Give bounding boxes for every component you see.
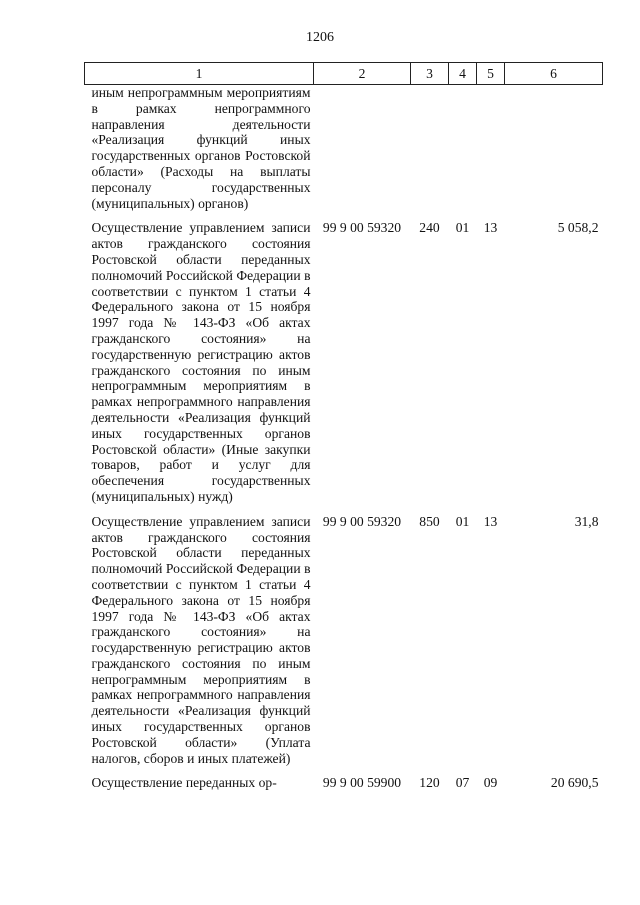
- column-header-5: 5: [477, 63, 505, 85]
- row-description: Осуществление управлением записи актов гражданского состояния Ростовской области переданных полномочий Российской Федерации в соответствии с пунктом 1 статьи 4 Федерального закона от 15 ноября 1997 года № 143-ФЗ «Об актах гражданского состояния» на государственную регистрацию актов гражданского состояния по иным непрограммным мероприятиям в рамках непрограммного направления деятельности «Реализация функций иных государственных органов Ростовской области» (Уплата налогов, сборов и иных платежей): [91, 513, 311, 766]
- column-header-3: 3: [411, 63, 449, 85]
- row-target-code: 99 9 00 59900: [322, 775, 402, 791]
- column-header-2: 2: [314, 63, 411, 85]
- row-subsection: [477, 85, 505, 212]
- table-row: [85, 766, 603, 791]
- row-amount: 20 690,5: [550, 775, 599, 791]
- row-amount: [505, 85, 603, 212]
- row-description: Осуществление управлением записи актов гражданского состояния Ростовской области переданных полномочий Российской Федерации в соответствии с пунктом 1 статьи 4 Федерального закона от 15 ноября 1997 года № 143-ФЗ «Об актах гражданского состояния» на государственную регистрацию актов гражданского состояния по иным непрограммным мероприятиям в рамках непрограммного направления деятельности «Реализация функций иных государственных органов Ростовской области» (Иные закупки товаров, работ и услуг для обеспечения государственных (муниципальных) нужд): [91, 220, 311, 504]
- row-section: 07: [455, 775, 470, 791]
- row-expense-type: [411, 85, 449, 212]
- table-row: [85, 505, 603, 767]
- row-section: [449, 85, 477, 212]
- page-number: 1206: [306, 30, 334, 45]
- column-header-1: 1: [85, 63, 314, 85]
- row-subsection: 13: [483, 513, 498, 529]
- row-subsection: 13: [483, 220, 498, 236]
- budget-table: [84, 62, 603, 791]
- row-section: 01: [455, 220, 470, 236]
- row-description: Осуществление переданных ор-: [91, 775, 277, 791]
- table-row: [85, 85, 603, 212]
- row-amount: 5 058,2: [557, 220, 599, 236]
- row-expense-type: 850: [419, 513, 440, 529]
- row-subsection: 09: [483, 775, 498, 791]
- row-description: иным непрограммным мероприятиям в рамках непрограммного направления деятельности «Реализация функций иных государственных органов Ростовской области» (Расходы на выплаты персоналу государственных (муниципальных) органов): [91, 85, 311, 211]
- row-section: 01: [455, 513, 470, 529]
- row-target-code: 99 9 00 59320: [322, 513, 402, 529]
- row-target-code: 99 9 00 59320: [322, 220, 402, 236]
- table-row: [85, 211, 603, 504]
- column-header-4: 4: [449, 63, 477, 85]
- row-expense-type: 240: [419, 220, 440, 236]
- table-header-row: [85, 63, 603, 85]
- column-header-6: 6: [505, 63, 603, 85]
- row-amount: 31,8: [574, 513, 599, 529]
- row-target-code: [314, 85, 411, 212]
- row-expense-type: 120: [419, 775, 440, 791]
